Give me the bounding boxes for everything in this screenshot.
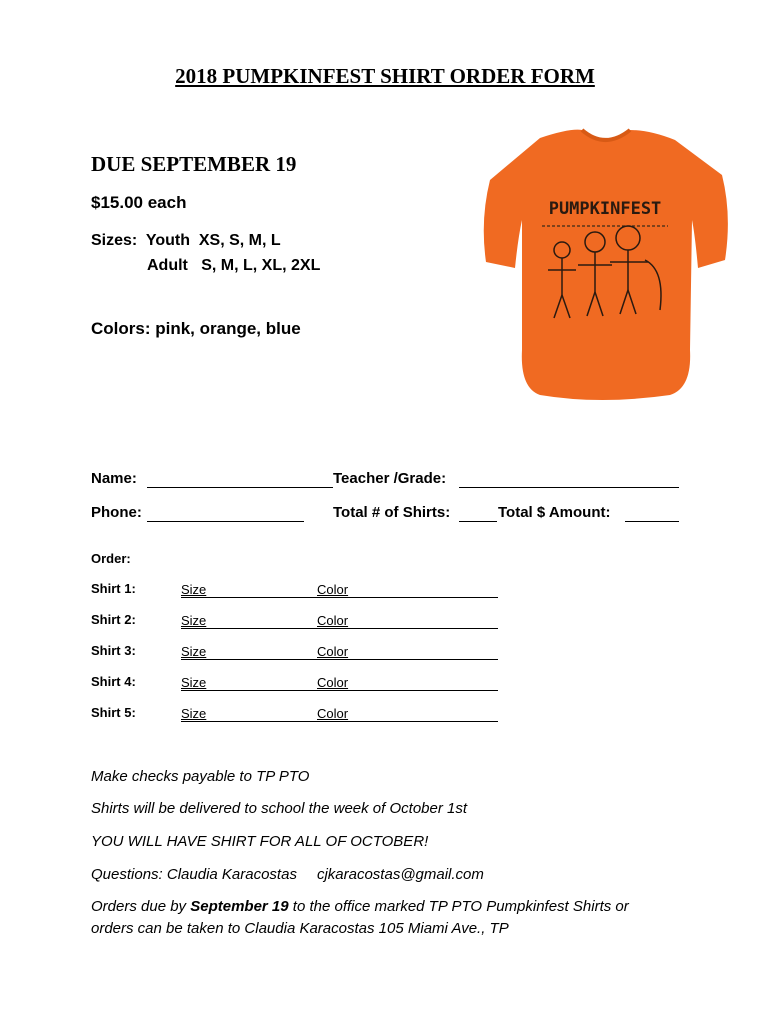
teacher-grade-label: Teacher /Grade: bbox=[333, 470, 447, 487]
total-amount-label: Total $ Amount: bbox=[498, 504, 611, 521]
order-row-label: Shirt 4: bbox=[91, 674, 136, 689]
form-title: 2018 PUMPKINFEST SHIRT ORDER FORM bbox=[175, 64, 595, 88]
phone-field[interactable] bbox=[147, 521, 304, 522]
size-label: Size bbox=[181, 644, 207, 659]
color-label: Color bbox=[317, 675, 349, 690]
size-field[interactable] bbox=[181, 721, 317, 722]
color-field[interactable] bbox=[317, 659, 498, 660]
size-label: Size bbox=[181, 706, 207, 721]
sizes-youth: Sizes: Youth XS, S, M, L bbox=[91, 232, 281, 249]
pumpkinfest-shirt-image bbox=[470, 120, 740, 410]
checks-note: Make checks payable to TP PTO bbox=[91, 768, 310, 785]
order-row-label: Shirt 5: bbox=[91, 705, 136, 720]
color-field[interactable] bbox=[317, 597, 498, 598]
color-label: Color bbox=[317, 644, 349, 659]
size-field[interactable] bbox=[181, 628, 317, 629]
orders-note bbox=[91, 898, 629, 915]
color-field[interactable] bbox=[317, 628, 498, 629]
color-label: Color bbox=[317, 706, 349, 721]
delivery-note: Shirts will be delivered to school the week of October 1st bbox=[91, 800, 468, 817]
colors-text: Colors: pink, orange, blue bbox=[91, 319, 301, 338]
phone-label: Phone: bbox=[91, 504, 142, 521]
color-label: Color bbox=[317, 582, 349, 597]
order-row-label: Shirt 3: bbox=[91, 643, 136, 658]
order-row-label: Shirt 2: bbox=[91, 612, 136, 627]
orders-prefix: Orders due by bbox=[91, 898, 191, 915]
sizes-adult: Adult S, M, L, XL, 2XL bbox=[147, 257, 321, 274]
total-amount-field[interactable] bbox=[625, 521, 679, 522]
orders-suffix: to the office marked TP PTO Pumpkinfest Shirts or bbox=[288, 898, 629, 915]
size-field[interactable] bbox=[181, 597, 317, 598]
total-shirts-field[interactable] bbox=[459, 521, 497, 522]
orders-date: September 19 bbox=[190, 898, 289, 915]
size-label: Size bbox=[181, 582, 207, 597]
questions-contact: Questions: Claudia Karacostas bbox=[91, 866, 297, 883]
teacher-grade-field[interactable] bbox=[459, 487, 679, 488]
orders-note-line2: orders can be taken to Claudia Karacostas 105 Miami Ave., TP bbox=[91, 920, 509, 937]
size-label: Size bbox=[181, 675, 207, 690]
color-field[interactable] bbox=[317, 690, 498, 691]
name-field[interactable] bbox=[147, 487, 333, 488]
color-field[interactable] bbox=[317, 721, 498, 722]
october-note: YOU WILL HAVE SHIRT FOR ALL OF OCTOBER! bbox=[91, 833, 429, 850]
size-field[interactable] bbox=[181, 690, 317, 691]
size-label: Size bbox=[181, 613, 207, 628]
color-label: Color bbox=[317, 613, 349, 628]
price-text: $15.00 each bbox=[91, 193, 187, 212]
total-shirts-label: Total # of Shirts: bbox=[333, 504, 451, 521]
name-label: Name: bbox=[91, 470, 137, 487]
shirt-print-text: PUMPKINFEST bbox=[548, 199, 662, 219]
order-row-label: Shirt 1: bbox=[91, 581, 136, 596]
due-date-heading: DUE SEPTEMBER 19 bbox=[91, 152, 297, 176]
contact-email[interactable]: cjkaracostas@gmail.com bbox=[316, 866, 484, 883]
order-label: Order: bbox=[91, 551, 131, 566]
size-field[interactable] bbox=[181, 659, 317, 660]
questions-note bbox=[91, 866, 484, 883]
